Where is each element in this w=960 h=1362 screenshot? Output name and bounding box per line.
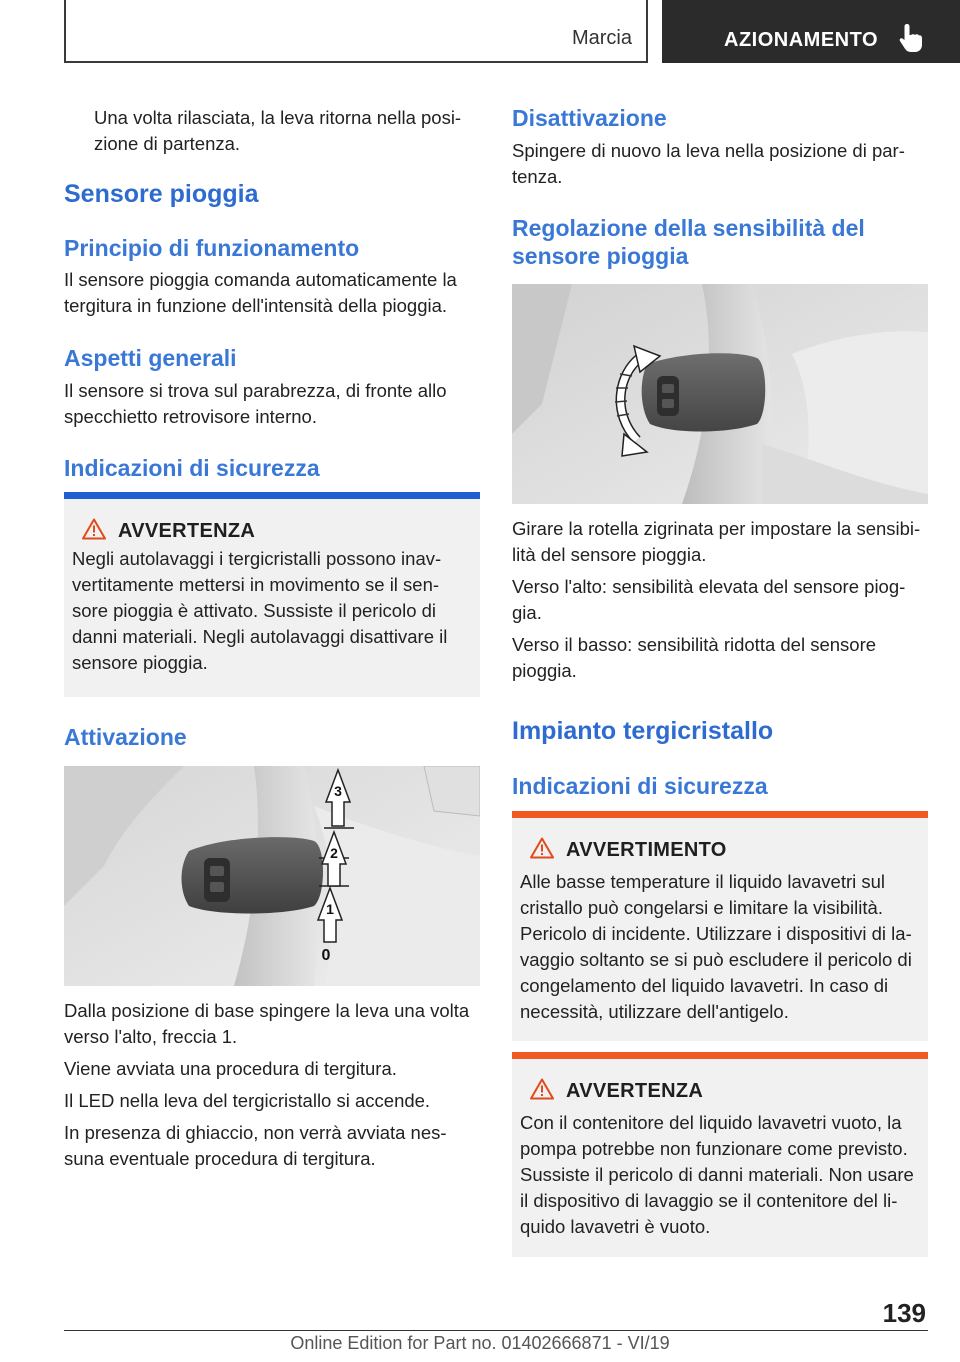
- warning-box-avvertimento: [512, 811, 928, 1041]
- intro-paragraph: [94, 105, 461, 157]
- edition-footer: Online Edition for Part no. 01402666871 - VI/19: [290, 1333, 670, 1353]
- warning-bar: [512, 1052, 928, 1059]
- text-line: pompa potrebbe non funzionare come previsto.: [520, 1138, 908, 1159]
- regolazione-paragraph-2: [512, 574, 905, 626]
- text-line: vaggio soltanto se si può escludere il pericolo di: [520, 949, 912, 970]
- warning-triangle-icon: [530, 1078, 554, 1100]
- text-line: Con il contenitore del liquido lavavetri vuoto, la: [520, 1112, 902, 1133]
- warning-box: [64, 492, 480, 697]
- warning-bar: [64, 492, 480, 499]
- disattivazione-paragraph: [512, 138, 905, 190]
- heading-sicurezza-left: Indicazioni di sicurezza: [64, 455, 320, 481]
- page-header: [0, 0, 960, 66]
- warning-title: AVVERTENZA: [118, 520, 256, 542]
- warning-text: [72, 546, 472, 676]
- text-line: Girare la rotella zigrinata per impostare la sensibi-: [512, 518, 921, 539]
- knurled-wheel-illustration: [512, 284, 928, 504]
- text-line: necessità, utilizzare dell'antigelo.: [520, 1001, 789, 1022]
- heading-disattivazione: Disattivazione: [512, 105, 667, 131]
- regolazione-paragraph-1: [512, 516, 920, 568]
- attivazione-step-2: Viene avviata una procedura di tergitura.: [64, 1058, 397, 1079]
- heading-impianto: Impianto tergicristallo: [512, 717, 774, 745]
- header-section-frame: [64, 0, 648, 63]
- text-line: Alle basse temperature il liquido lavavetri sul: [520, 871, 886, 892]
- aspetti-paragraph: [64, 378, 447, 430]
- warning-box-avvertenza: [512, 1052, 928, 1257]
- text-line: cristallo può congelarsi e limitare la visibilità.: [520, 897, 883, 918]
- text-line: il dispositivo di lavaggio se il contenitore del li-: [520, 1190, 898, 1211]
- text-line: quido lavavetri è vuoto.: [520, 1216, 711, 1237]
- text-line: Spingere di nuovo la leva nella posizione di par-: [512, 140, 905, 161]
- text-line: specchietto retrovisore interno.: [64, 406, 317, 427]
- footer-divider: [64, 1330, 928, 1331]
- text-line: congelamento del liquido lavavetri. In caso di: [520, 975, 889, 996]
- text-line: suna eventuale procedura di tergitura.: [64, 1148, 376, 1169]
- text-line: In presenza di ghiaccio, non verrà avviata nes-: [64, 1122, 447, 1143]
- header-chapter-tab: [662, 0, 960, 63]
- warning-triangle-icon: [530, 837, 554, 859]
- knurled-wheel-figure: [512, 284, 928, 504]
- text-line: Il sensore pioggia comanda automaticamente la: [64, 269, 457, 290]
- text-line: Una volta rilasciata, la leva ritorna nella posi-: [94, 107, 462, 128]
- warning-text: [520, 1110, 920, 1240]
- heading-aspetti: Aspetti generali: [64, 345, 237, 371]
- text-line: gia.: [512, 602, 542, 623]
- text-line: vertitamente mettersi in movimento se il sen-: [72, 574, 440, 595]
- text-line: Verso il basso: sensibilità ridotta del sensore: [512, 634, 877, 655]
- text-line: Regolazione della sensibilità del: [512, 215, 865, 241]
- warning-triangle-icon: [82, 518, 106, 540]
- heading-principio: Principio di funzionamento: [64, 235, 360, 261]
- lever-activation-illustration: [64, 766, 480, 986]
- text-line: verso l'alto, freccia 1.: [64, 1026, 238, 1047]
- text-line: Negli autolavaggi i tergicristalli possono inav-: [72, 548, 442, 569]
- header-chapter-label: AZIONAMENTO: [724, 29, 879, 51]
- text-line: pioggia.: [512, 660, 577, 681]
- page-number: 139: [882, 1298, 926, 1328]
- figure-label-2: 2: [330, 845, 338, 861]
- figure-label-0: 0: [321, 947, 331, 964]
- text-line: zione di partenza.: [94, 133, 241, 154]
- warning-title: AVVERTENZA: [566, 1080, 704, 1102]
- heading-sicurezza-right: Indicazioni di sicurezza: [512, 773, 768, 799]
- hand-pointer-icon: [898, 22, 924, 54]
- text-line: sore pioggia è attivato. Sussiste il pericolo di: [72, 600, 437, 621]
- text-line: tenza.: [512, 166, 563, 187]
- text-line: tergitura in funzione dell'intensità della pioggia.: [64, 295, 448, 316]
- text-line: Sussiste il pericolo di danni materiali. Non usare: [520, 1164, 914, 1185]
- attivazione-step-4: [64, 1120, 447, 1172]
- attivazione-step-3: Il LED nella leva del tergicristallo si accende.: [64, 1090, 431, 1111]
- lever-activation-figure: [64, 766, 480, 986]
- principio-paragraph: [64, 267, 457, 319]
- heading-sensore-pioggia: Sensore pioggia: [64, 180, 259, 208]
- warning-bar: [512, 811, 928, 818]
- attivazione-step-1: [64, 998, 469, 1050]
- figure-label-1: 1: [326, 901, 334, 917]
- heading-attivazione: Attivazione: [64, 724, 187, 750]
- text-line: Pericolo di incidente. Utilizzare i dispositivi di la-: [520, 923, 912, 944]
- text-line: lità del sensore pioggia.: [512, 544, 707, 565]
- text-line: danni materiali. Negli autolavaggi disattivare il: [72, 626, 448, 647]
- heading-regolazione: [512, 214, 865, 270]
- warning-title: AVVERTIMENTO: [566, 839, 727, 861]
- text-line: sensore pioggia.: [72, 652, 208, 673]
- text-line: Il sensore si trova sul parabrezza, di fronte allo: [64, 380, 447, 401]
- text-line: Dalla posizione di base spingere la leva una volta: [64, 1000, 470, 1021]
- regolazione-paragraph-3: [512, 632, 876, 684]
- text-line: Verso l'alto: sensibilità elevata del sensore piog-: [512, 576, 906, 597]
- warning-text: [520, 869, 920, 1025]
- header-section-label: Marcia: [571, 27, 632, 49]
- text-line: sensore pioggia: [512, 243, 689, 269]
- figure-label-3: 3: [334, 783, 342, 799]
